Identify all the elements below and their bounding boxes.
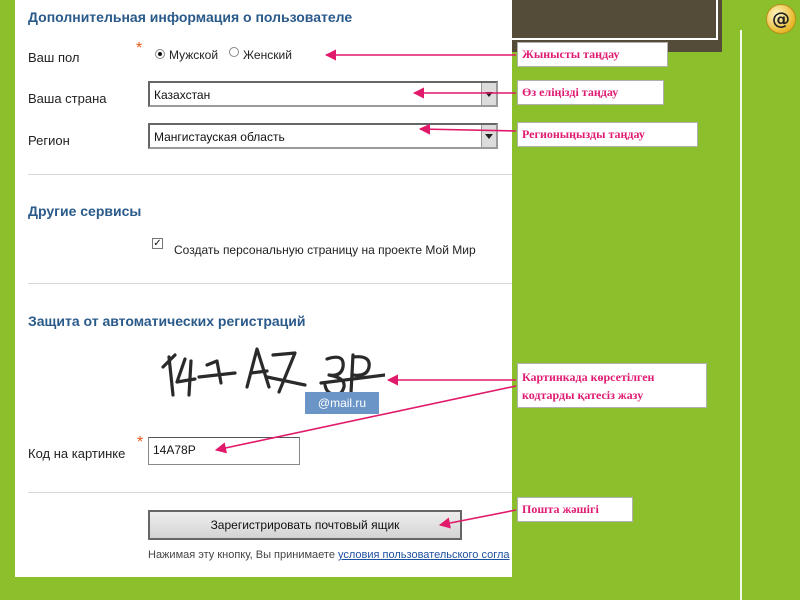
callout-mailbox: Пошта жәшігі bbox=[517, 497, 633, 522]
callout-gender: Жынысты таңдау bbox=[517, 42, 668, 67]
my-world-checkbox[interactable]: ✓ bbox=[153, 238, 162, 249]
captcha-code-input[interactable]: 14A78P bbox=[148, 437, 300, 465]
decorative-frame-line bbox=[716, 0, 718, 40]
required-marker: * bbox=[137, 434, 144, 451]
country-select[interactable] bbox=[148, 81, 498, 107]
callout-country: Өз еліңізді таңдау bbox=[517, 80, 664, 105]
country-select-value: Казахстан bbox=[154, 88, 211, 102]
terms-note-text: Нажимая эту кнопку, Вы принимаете bbox=[148, 549, 339, 561]
callout-region: Регионыңызды таңдау bbox=[517, 122, 698, 147]
chevron-down-icon[interactable] bbox=[481, 125, 496, 147]
section-title-additional-info: Дополнительная информация о пользователе bbox=[28, 9, 353, 25]
at-sign-icon: @ bbox=[766, 4, 796, 34]
my-world-checkbox-label[interactable]: Создать персональную страницу на проекте Мой Мир bbox=[174, 243, 476, 257]
section-divider bbox=[28, 492, 512, 493]
gender-male-label[interactable]: Мужской bbox=[169, 48, 219, 62]
captcha-image bbox=[155, 337, 385, 417]
section-title-other-services: Другие сервисы bbox=[28, 203, 142, 219]
country-label: Ваша страна bbox=[28, 91, 107, 106]
gender-female-label[interactable]: Женский bbox=[243, 48, 292, 62]
callout-captcha-line1: Картинкада көрсетілген bbox=[522, 370, 655, 384]
decorative-frame-line bbox=[512, 38, 718, 40]
gender-radio-female[interactable] bbox=[229, 47, 239, 57]
section-title-protection: Защита от автоматических регистраций bbox=[28, 313, 306, 329]
gender-radio-male[interactable] bbox=[155, 49, 165, 59]
gender-label: Ваш пол bbox=[28, 50, 80, 65]
decorative-border-line bbox=[740, 30, 742, 600]
terms-link[interactable]: условия пользовательского согла bbox=[338, 549, 510, 561]
section-divider bbox=[28, 174, 512, 175]
region-select[interactable] bbox=[148, 123, 498, 149]
mailru-logo: @mail.ru bbox=[305, 392, 379, 414]
callout-captcha-line2: кодтарды қатесіз жазу bbox=[522, 388, 644, 402]
callout-captcha bbox=[517, 363, 707, 408]
region-label: Регион bbox=[28, 133, 70, 148]
captcha-code-label: Код на картинке bbox=[28, 446, 126, 461]
registration-form-panel bbox=[15, 0, 512, 577]
terms-note bbox=[148, 549, 510, 561]
region-select-value: Мангистауская область bbox=[154, 130, 285, 144]
section-divider bbox=[28, 283, 512, 284]
required-marker: * bbox=[136, 40, 143, 57]
chevron-down-icon[interactable] bbox=[481, 83, 496, 105]
register-mailbox-button[interactable]: Зарегистрировать почтовый ящик bbox=[148, 510, 462, 540]
